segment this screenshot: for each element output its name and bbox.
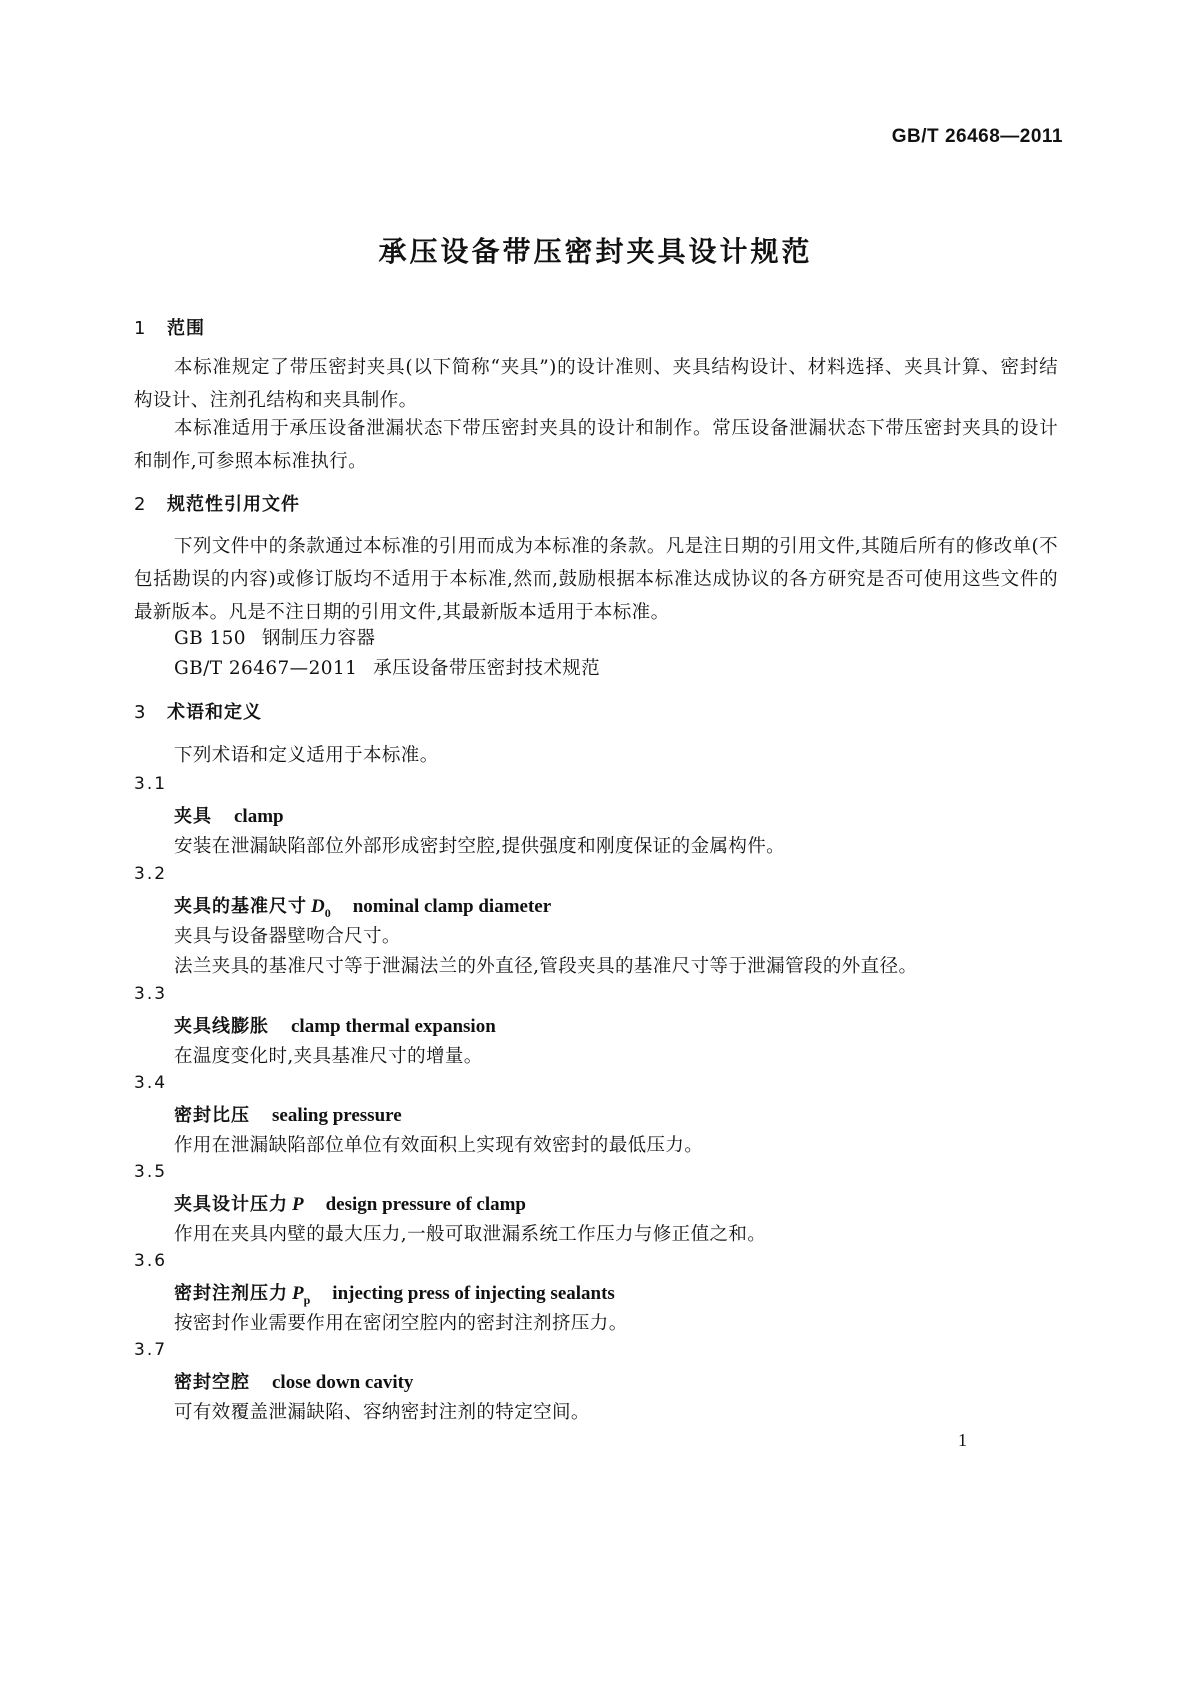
term-heading xyxy=(174,1012,496,1038)
reference-item xyxy=(174,654,600,680)
term-number: 3.7 xyxy=(134,1340,168,1360)
term-heading xyxy=(174,802,284,828)
term-definition: 安装在泄漏缺陷部位外部形成密封空腔,提供强度和刚度保证的金属构件。 xyxy=(174,836,786,857)
reference-name: 承压设备带压密封技术规范 xyxy=(373,658,601,679)
section-1-heading xyxy=(134,314,205,340)
term-number: 3.1 xyxy=(134,774,168,794)
term-zh: 密封注剂压力 xyxy=(174,1283,288,1304)
term-en: sealing pressure xyxy=(272,1105,402,1126)
document-title: 承压设备带压密封夹具设计规范 xyxy=(378,235,813,268)
term-zh: 密封比压 xyxy=(174,1105,250,1126)
term-heading xyxy=(174,1190,526,1216)
term-symbol: $P_p$ xyxy=(292,1283,311,1307)
term-definition: 作用在泄漏缺陷部位单位有效面积上实现有效密封的最低压力。 xyxy=(174,1135,704,1156)
paragraph: 下列文件中的条款通过本标准的引用而成为本标准的条款。凡是注日期的引用文件,其随后所有的修改单(不包括勘误的内容)或修订版均不适用于本标准,然而,鼓励根据本标准达成协议的各方研究是否可使用这些文件的最新版本。凡是不注日期的引用文件,其最新版本适用于本标准。 xyxy=(134,536,1058,623)
section-number: 3 xyxy=(134,702,147,723)
term-en: design pressure of clamp xyxy=(325,1194,526,1215)
term-definition: 夹具与设备器壁吻合尺寸。 xyxy=(174,926,401,947)
section-title: 术语和定义 xyxy=(167,702,262,723)
term-zh: 夹具 xyxy=(174,806,212,827)
term-number: 3.6 xyxy=(134,1251,168,1271)
term-heading xyxy=(174,1101,402,1127)
reference-code: GB/T 26467—2011 xyxy=(174,658,358,679)
term-definition: 法兰夹具的基准尺寸等于泄漏法兰的外直径,管段夹具的基准尺寸等于泄漏管段的外直径。 xyxy=(174,956,918,977)
term-en: nominal clamp diameter xyxy=(352,896,552,917)
term-number: 3.2 xyxy=(134,864,168,884)
section-number: 1 xyxy=(134,318,147,339)
term-number: 3.4 xyxy=(134,1073,168,1093)
section-title: 规范性引用文件 xyxy=(167,494,300,515)
term-number: 3.5 xyxy=(134,1162,168,1182)
term-en: clamp xyxy=(234,806,284,827)
term-symbol: $D_0$ xyxy=(311,896,331,920)
reference-code: GB 150 xyxy=(174,628,246,649)
term-heading xyxy=(174,1279,615,1308)
term-definition: 在温度变化时,夹具基准尺寸的增量。 xyxy=(174,1046,483,1067)
term-heading xyxy=(174,1368,413,1394)
term-symbol: P xyxy=(292,1194,304,1215)
section-number: 2 xyxy=(134,494,147,515)
term-definition: 作用在夹具内壁的最大压力,一般可取泄漏系统工作压力与修正值之和。 xyxy=(174,1224,767,1245)
standard-code: GB/T 26468—2011 xyxy=(891,126,1063,147)
term-number: 3.3 xyxy=(134,984,168,1004)
paragraph: 本标准适用于承压设备泄漏状态下带压密封夹具的设计和制作。常压设备泄漏状态下带压密封夹具的设计和制作,可参照本标准执行。 xyxy=(134,418,1058,472)
paragraph: 本标准规定了带压密封夹具(以下简称“夹具”)的设计准则、夹具结构设计、材料选择、夹具计算、密封结构设计、注剂孔结构和夹具制作。 xyxy=(134,357,1058,411)
term-zh: 密封空腔 xyxy=(174,1372,250,1393)
term-zh: 夹具的基准尺寸 xyxy=(174,896,307,917)
term-definition: 可有效覆盖泄漏缺陷、容纳密封注剂的特定空间。 xyxy=(174,1402,590,1423)
term-zh: 夹具线膨胀 xyxy=(174,1016,269,1037)
term-zh: 夹具设计压力 xyxy=(174,1194,288,1215)
term-heading xyxy=(174,892,551,921)
term-en: injecting press of injecting sealants xyxy=(332,1283,615,1304)
reference-item xyxy=(174,624,375,650)
paragraph: 下列术语和定义适用于本标准。 xyxy=(174,745,439,766)
term-definition: 按密封作业需要作用在密闭空腔内的密封注剂挤压力。 xyxy=(174,1313,628,1334)
term-en: clamp thermal expansion xyxy=(291,1016,496,1037)
section-3-heading xyxy=(134,698,262,724)
section-title: 范围 xyxy=(167,318,205,339)
reference-name: 钢制压力容器 xyxy=(261,628,376,649)
section-2-heading xyxy=(134,490,300,516)
page-number: 1 xyxy=(958,1430,967,1450)
term-en: close down cavity xyxy=(272,1372,414,1393)
